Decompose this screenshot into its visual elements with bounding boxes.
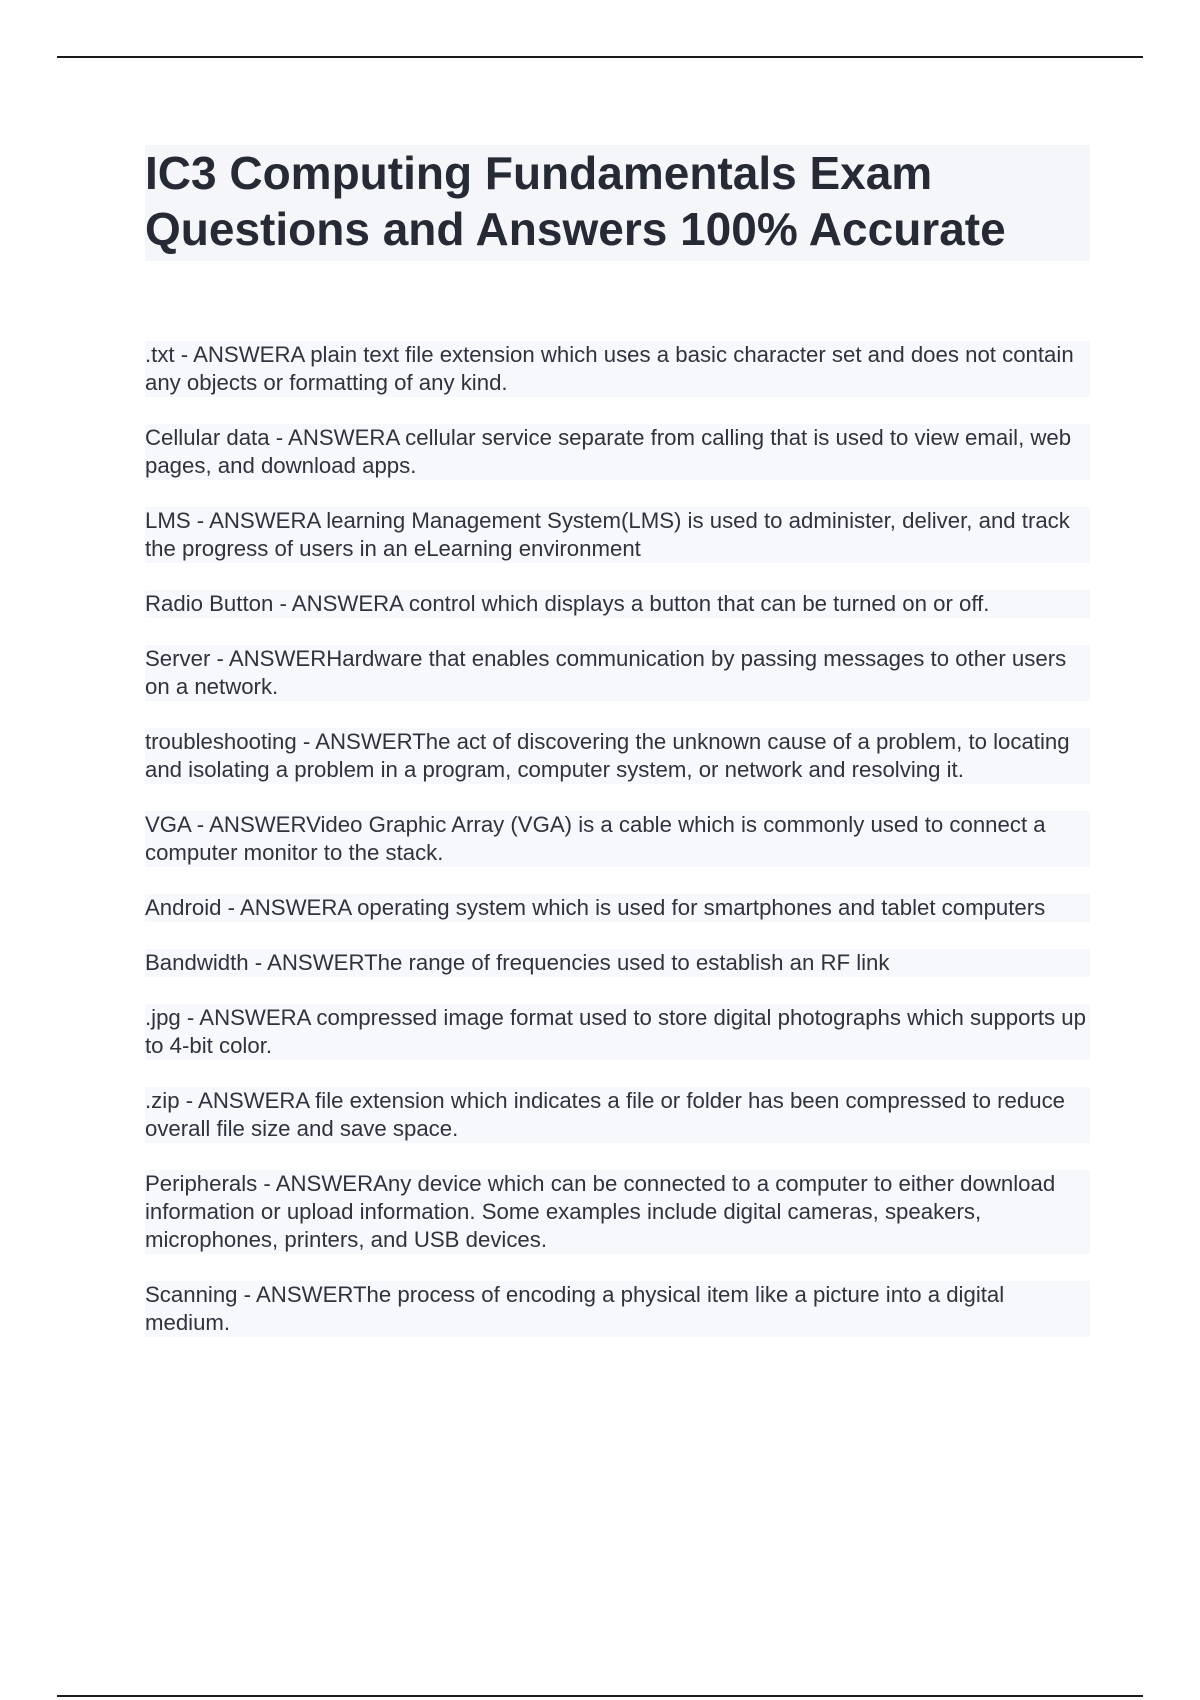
page-title: IC3 Computing Fundamentals Exam Questions and Answers 100% Accurate [145,147,1006,255]
list-item: Android - ANSWERA operating system which is used for smartphones and tablet computers [145,894,1090,922]
qa-list [145,341,1090,1337]
list-item: Bandwidth - ANSWERThe range of frequencies used to establish an RF link [145,949,1090,977]
list-item: .txt - ANSWERA plain text file extension which uses a basic character set and does not contain any objects or formatting of any kind. [145,341,1090,397]
list-item: Cellular data - ANSWERA cellular service separate from calling that is used to view email, web pages, and download apps. [145,424,1090,480]
list-item: LMS - ANSWERA learning Management System(LMS) is used to administer, deliver, and track the progress of users in an eLearning environment [145,507,1090,563]
list-item: .jpg - ANSWERA compressed image format used to store digital photographs which supports up to 4-bit color. [145,1004,1090,1060]
document-body [145,145,1090,1364]
title-block [145,145,1090,261]
list-item: Radio Button - ANSWERA control which displays a button that can be turned on or off. [145,590,1090,618]
bottom-rule [57,1695,1143,1697]
list-item: .zip - ANSWERA file extension which indicates a file or folder has been compressed to reduce overall file size and save space. [145,1087,1090,1143]
list-item: VGA - ANSWERVideo Graphic Array (VGA) is a cable which is commonly used to connect a computer monitor to the stack. [145,811,1090,867]
top-rule [57,56,1143,58]
list-item: troubleshooting - ANSWERThe act of discovering the unknown cause of a problem, to locating and isolating a problem in a program, computer system, or network and resolving it. [145,728,1090,784]
list-item: Server - ANSWERHardware that enables communication by passing messages to other users on a network. [145,645,1090,701]
list-item: Scanning - ANSWERThe process of encoding a physical item like a picture into a digital medium. [145,1281,1090,1337]
list-item: Peripherals - ANSWERAny device which can be connected to a computer to either download information or upload information. Some examples include digital cameras, speakers, microphones, printers, and USB devices. [145,1170,1090,1254]
